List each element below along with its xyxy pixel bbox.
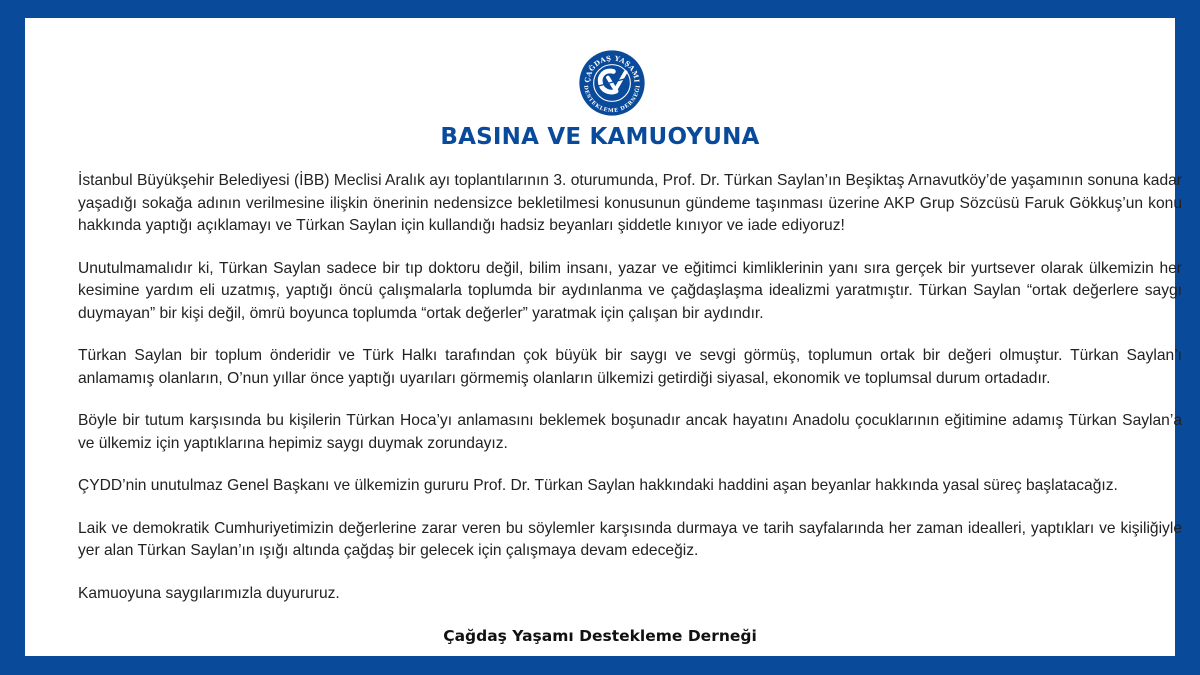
statement-card [25, 18, 1182, 656]
signature: Çağdaş Yaşamı Destekleme Derneği [443, 627, 757, 645]
paragraph: Laik ve demokratik Cumhuriyetimizin değerlerine zarar veren bu söylemler karşısında durmaya ve tarih sayfalarında her zaman idealleri, yaptıkları ve kişiliğiyle yer alan Türkan Saylan’ın ışığı altında çağdaş bir gelecek için çalışmaya devam edeceğiz. [78, 519, 1182, 559]
paragraph: Unutulmamalıdır ki, Türkan Saylan sadece bir tıp doktoru değil, bilim insanı, yazar ve eğitimci kimliklerinin yanı sıra gerçek bir yurtsever olarak ülkemizin her kesimine yardım eli uzatmış, yaptığı öncü çalışmalarla toplumda bir aydınlanma ve çağdaşlaşma idealizmi yaratmıştır. Türkan Saylan “ortak değerlere saygı duymayan” bir kişi değil, ömrü boyunca toplumda “ortak değerler” yaratmak için çalışan bir aydındır. [78, 259, 1182, 322]
paragraph: İstanbul Büyükşehir Belediyesi (İBB) Meclisi Aralık ayı toplantılarının 3. oturumunda, Prof. Dr. Türkan Saylan’ın Beşiktaş Arnavutköy’de yaşamının sonuna kadar yaşadığı sokağa adının verilmesine ilişkin önerinin nedensizce bekletilmesi konusunun gündeme taşınması üzerine AKP Grup Sözcüsü Faruk Gökkuş’un konu hakkında yaptığı açıklamayı ve Türkan Saylan için kullandığı hadsiz beyanları şiddetle kınıyor ve iade ediyoruz! [78, 172, 1182, 234]
cydd-logo [578, 49, 646, 117]
page-title: BASINA VE KAMUOYUNA [440, 124, 760, 150]
logo-top-text: ÇAĞDAŞ YAŞAMI [583, 54, 641, 84]
statement-body [78, 170, 1182, 625]
paragraph: Türkan Saylan bir toplum önderidir ve Türk Halkı tarafından çok büyük bir saygı ve sevgi görmüş, toplumun ortak bir değeri olmuştur. Türkan Saylan’ı anlamamış olanların, O’nun yıllar önce yaptığı uyarıları görmemiş olanların ülkemizi getirdiği siyasal, ekonomik ve toplumsal durum ortadadır. [78, 347, 1182, 387]
paragraph: Kamuoyuna saygılarımızla duyururuz. [78, 584, 340, 602]
logo-bottom-text: DESTEKLEME DERNEĞİ [582, 84, 642, 115]
paragraph: Böyle bir tutum karşısında bu kişilerin Türkan Hoca’yı anlamasını beklemek boşunadır ancak hayatını Anadolu çocuklarının eğitimine adamış Türkan Saylan’a ve ülkemiz için yaptıklarına hepimiz saygı duymak zorundayız. [78, 412, 1182, 452]
paragraph: ÇYDD’nin unutulmaz Genel Başkanı ve ülkemizin gururu Prof. Dr. Türkan Saylan hakkındaki haddini aşan beyanlar hakkında yasal süreç başlatacağız. [78, 477, 1118, 494]
